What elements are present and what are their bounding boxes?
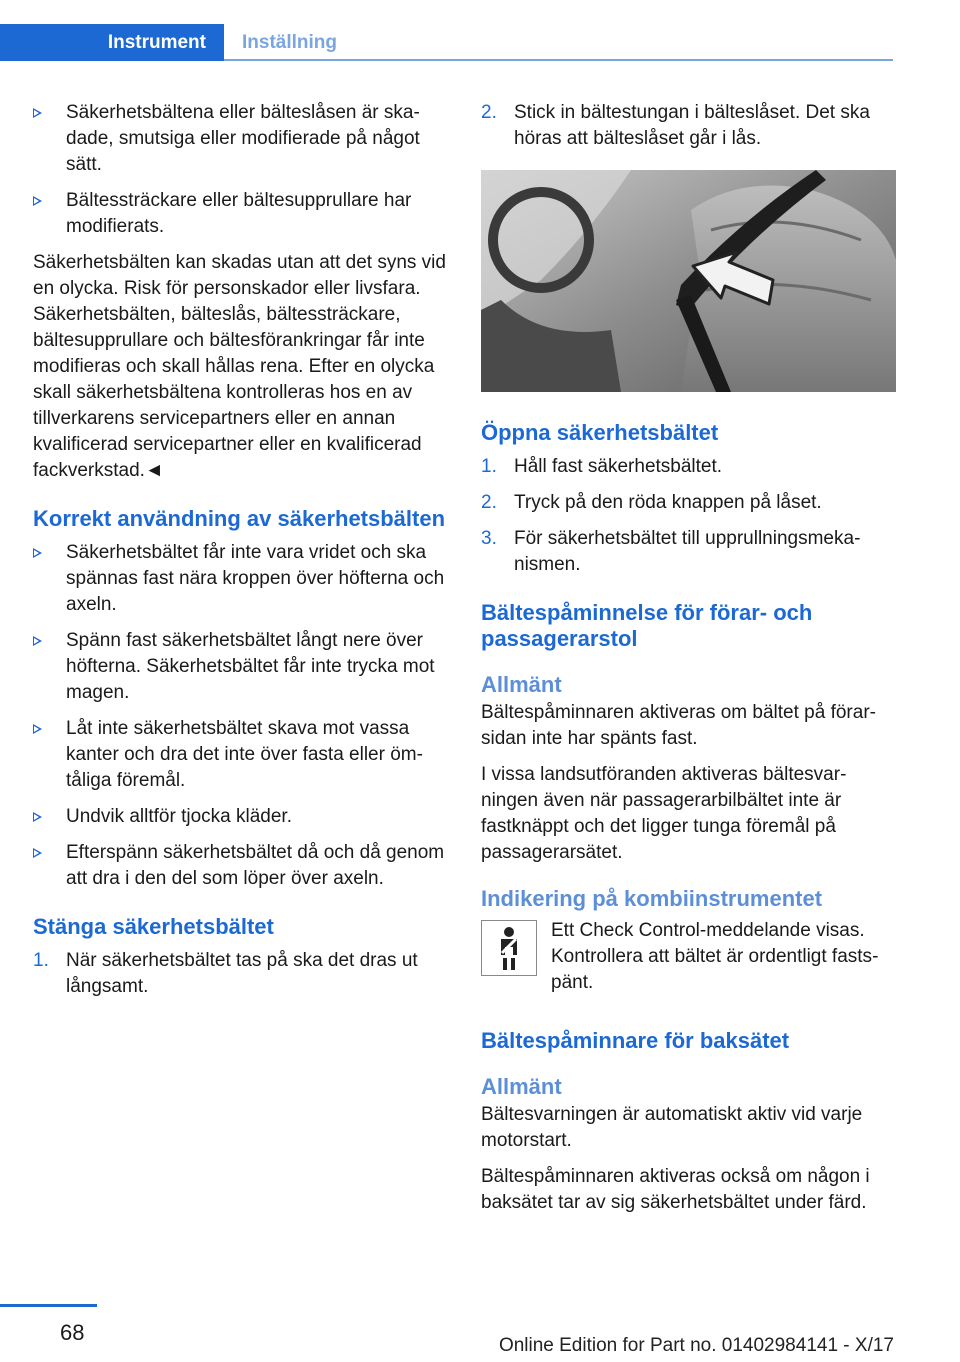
triangle-bullet-icon [33, 848, 42, 858]
rear-paragraph-1: Bältesvarningen är automatiskt aktiv vid varje motorstart. [481, 1104, 863, 1151]
reminder-paragraph-1: Bältespåminnaren aktiveras om bältet på förarsidan inte har spänts fast. [481, 702, 876, 749]
list-item: Säkerhetsbältet får inte vara vridet och ska spännas fast nära kroppen över höfterna och axeln. [33, 540, 448, 618]
steps-close-belt-continued [481, 100, 896, 152]
triangle-bullet-icon [33, 812, 42, 822]
header-tabs [0, 24, 893, 61]
step-item: 2. Tryck på den röda knappen på låset. [481, 490, 896, 516]
rear-paragraph-2: Bältespåminnaren aktiveras också om någon i baksätet tar av sig säkerhetsbältet under färd. [481, 1166, 870, 1213]
triangle-bullet-icon [33, 724, 42, 734]
seatbelt-warning-icon [481, 920, 537, 976]
triangle-bullet-icon [33, 196, 42, 206]
list-item: Undvik alltför tjocka kläder. [33, 804, 448, 830]
bullet-list-correct-use [33, 540, 448, 892]
steps-open-belt [481, 454, 896, 578]
triangle-bullet-icon [33, 548, 42, 558]
heading-open-belt: Öppna säkerhetsbältet [481, 420, 719, 445]
step-item: 3. För säkerhetsbältet till upprullningsmekanismen. [481, 528, 861, 575]
step-number: 2. [481, 492, 497, 513]
indicator-paragraph: Ett Check Control-meddelande visas. Kontrollera att bältet är ordentligt fastspänt. [551, 920, 879, 993]
list-item: Säkerhetsbältena eller bälteslåsen är skadade, smutsiga eller modifierade på något sätt. [33, 100, 448, 178]
step-number: 2. [481, 102, 497, 123]
tab-installning[interactable]: Inställning [242, 31, 337, 53]
triangle-bullet-icon [33, 636, 42, 646]
edition-note: Online Edition for Part no. 01402984141 - X/17 [498, 1335, 894, 1356]
steps-close-belt [33, 948, 448, 1000]
step-number: 1. [33, 950, 49, 971]
reminder-paragraph-2: I vissa landsutföranden aktiveras bältesvarningen även när passagerarbilbältet inte är fastknäppt och det ligger tunga föremål på passagerarsätet. [481, 764, 847, 863]
subheading-general: Allmänt [481, 1074, 562, 1099]
subheading-indicator: Indikering på kombiinstrumentet [481, 886, 823, 911]
list-item: Spänn fast säkerhetsbältet långt nere över höfterna. Säkerhetsbältet får inte trycka mot magen. [33, 628, 448, 706]
seat-belt-buckle-photo [481, 170, 896, 392]
bullet-list-damage [33, 100, 448, 240]
buckle-illustration [481, 170, 896, 392]
subheading-general: Allmänt [481, 672, 562, 697]
step-number: 3. [481, 528, 497, 549]
step-item: 1. Håll fast säkerhetsbältet. [481, 454, 896, 480]
step-number: 1. [481, 456, 497, 477]
tab-instrument[interactable]: Instrument [0, 24, 224, 61]
heading-belt-reminder-rear: Bältespåminnare för baksätet [481, 1028, 790, 1053]
step-item: 2. Stick in bältestungan i bälteslåset. Det ska höras att bälteslåset går i lås. [481, 102, 870, 149]
left-column [33, 100, 448, 1010]
tab-underline [224, 59, 893, 61]
heading-correct-use: Korrekt användning av säkerhetsbälten [33, 506, 446, 531]
indicator-row [481, 918, 896, 1006]
step-item: 1. När säkerhetsbältet tas på ska det dras ut långsamt. [33, 950, 418, 997]
list-item: Låt inte säkerhetsbältet skava mot vassa kanter och dra det inte över fasta eller ömtåliga föremål. [33, 716, 448, 794]
list-item: Bältessträckare eller bältesupprullare har modifierats. [33, 188, 448, 240]
list-item: Efterspänn säkerhetsbältet då och då genom att dra i den del som löper över axeln. [33, 840, 448, 892]
right-column [481, 100, 896, 1226]
warning-paragraph: Säkerhetsbälten kan skadas utan att det syns vid en olycka. Risk för personskador eller livsfara. Säkerhetsbälten, bälteslås, bältessträckare, bältesupprullare och bältesförankringar får inte modifieras och skall hållas rena. Efter en olycka skall säkerhetsbältena kontrolleras hos en av tillverkarens servicepartners eller en annan kvalificerad servicepartner eller en kvalificerad fackverkstad.◄ [33, 252, 446, 481]
heading-close-belt: Stänga säkerhetsbältet [33, 914, 274, 939]
triangle-bullet-icon [33, 108, 42, 118]
heading-belt-reminder-front: Bältespåminnelse för förar- och passagerarstol [481, 600, 813, 651]
page-number: 68 [60, 1320, 85, 1345]
footer-rule [0, 1304, 97, 1307]
